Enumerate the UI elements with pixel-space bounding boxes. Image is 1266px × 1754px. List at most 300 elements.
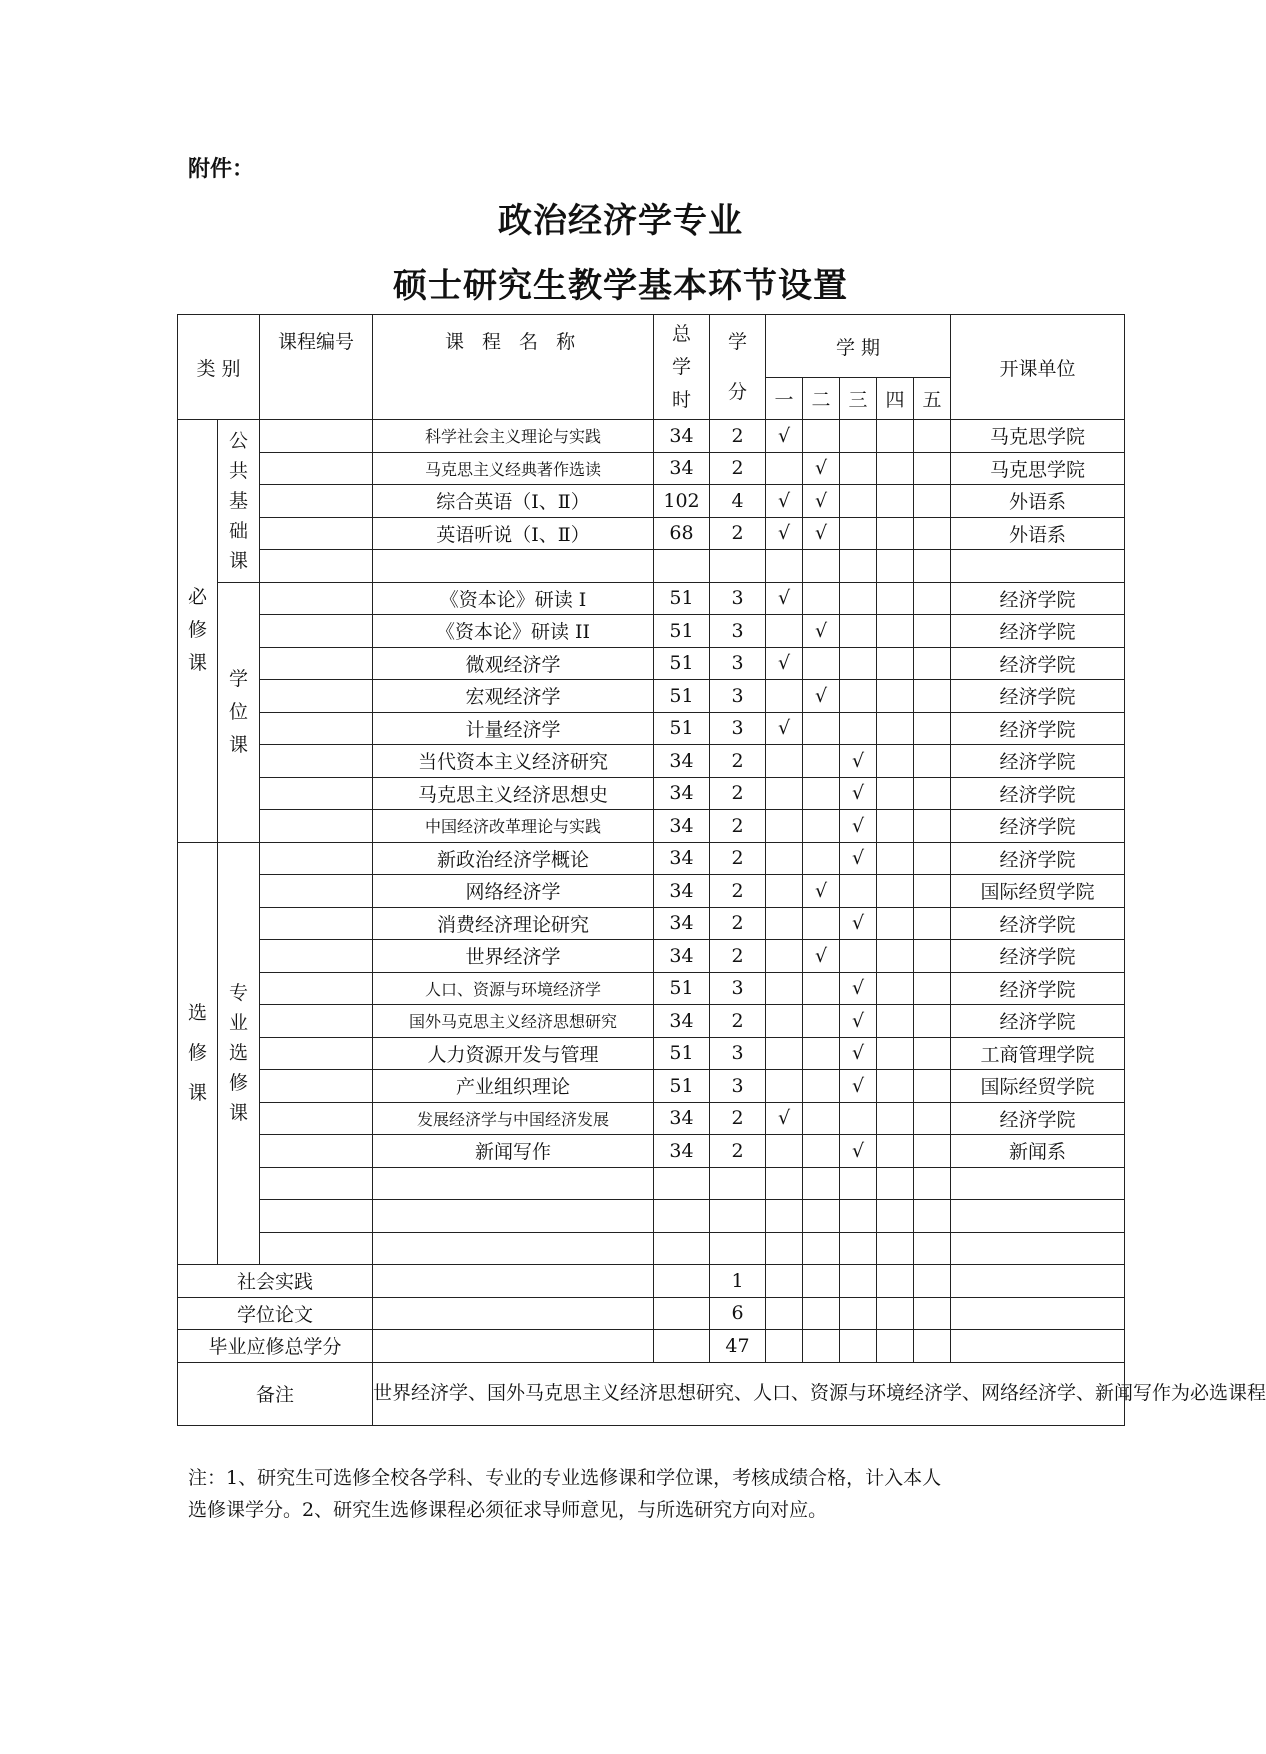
footnote-line-2: 选修课学分。2、研究生选修课程必须征求导师意见，与所选研究方向对应。 [188,1499,828,1521]
course-name-cell: 新政治经济学概论 [373,842,654,875]
semester-1-cell [766,615,803,648]
course-name-cell: 宏观经济学 [373,680,654,713]
check-mark: √ [777,424,791,447]
semester-4-cell [877,452,914,485]
course-code-cell [260,1232,373,1265]
document-title: 政治经济学专业 [498,201,743,241]
total-hours-cell [654,1200,710,1233]
semester-4-cell [877,680,914,713]
credits-cell: 3 [710,647,766,680]
semester-4-cell [877,1232,914,1265]
course-name-cell: 人口、资源与环境经济学 [373,972,654,1005]
credits-cell: 2 [710,420,766,453]
semester-5-cell [914,647,951,680]
semester-1-cell [766,1102,803,1135]
semester-1-cell [766,712,803,745]
check-mark: √ [851,977,865,1000]
semester-4-cell [877,550,914,583]
semester-2-cell [803,907,840,940]
check-mark: √ [814,684,828,707]
credits-cell: 6 [710,1297,766,1330]
semester-5-cell [914,842,951,875]
course-code-cell [260,712,373,745]
semester-3-cell [840,777,877,810]
public-basic-category-char: 课 [229,549,249,572]
course-name-cell [373,1297,654,1330]
course-row [178,875,1125,908]
semester-2-cell [803,485,840,518]
credits-cell: 3 [710,1070,766,1103]
course-name-cell [373,1265,654,1298]
department-cell: 外语系 [951,485,1125,518]
semester-2-cell [803,647,840,680]
semester-5-cell [914,420,951,453]
credits-cell: 2 [710,842,766,875]
department-cell: 经济学院 [951,712,1125,745]
course-code-cell [260,1070,373,1103]
semester-4-cell [877,647,914,680]
semester-5-cell [914,712,951,745]
semester-5-cell [914,1265,951,1298]
semester-1-cell [766,1232,803,1265]
semester-3-cell [840,745,877,778]
semester-3-cell [840,420,877,453]
total-hours-cell: 34 [654,777,710,810]
summary-label: 毕业应修总学分 [178,1330,373,1363]
semester-2-cell [803,615,840,648]
course-code-cell [260,647,373,680]
department-cell: 经济学院 [951,647,1125,680]
course-code-cell [260,972,373,1005]
total-hours-cell: 51 [654,972,710,1005]
semester-1-cell [766,485,803,518]
major-elective-category [218,842,260,1265]
semester-1-cell [766,842,803,875]
semester-3-cell [840,647,877,680]
required-category [178,420,218,843]
semester-5-cell [914,1005,951,1038]
course-code-cell [260,517,373,550]
semester-1-cell [766,1200,803,1233]
course-name-cell: 微观经济学 [373,647,654,680]
semester-2-cell [803,1232,840,1265]
check-mark: √ [851,1009,865,1032]
header-row [178,315,1125,378]
credits-cell: 2 [710,517,766,550]
course-code-cell [260,842,373,875]
semester-2-cell [803,1005,840,1038]
check-mark: √ [777,1107,791,1130]
course-row [178,615,1125,648]
check-mark: √ [851,847,865,870]
check-mark: √ [851,782,865,805]
credits-cell [710,1167,766,1200]
semester-2-cell [803,940,840,973]
check-mark: √ [851,912,865,935]
department-cell: 经济学院 [951,972,1125,1005]
public-basic-category-char: 公 [229,429,249,452]
remark-text: 世界经济学、国外马克思主义经济思想研究、人口、资源与环境经济学、网络经济学、新闻写作为必选课程 [373,1362,1125,1425]
department-cell: 国际经贸学院 [951,1070,1125,1103]
degree-category-char: 位 [229,700,249,723]
course-name-cell: 世界经济学 [373,940,654,973]
check-mark: √ [777,587,791,610]
semester-4-header: 四 [877,378,914,420]
course-code-cell [260,1005,373,1038]
credits-cell: 2 [710,907,766,940]
course-name-cell: 英语听说（Ⅰ、Ⅱ） [373,517,654,550]
elective-category-char: 课 [187,1082,207,1105]
course-code-cell [260,907,373,940]
semester-4-cell [877,420,914,453]
category-header: 类 别 [178,315,260,420]
course-code-cell [260,1135,373,1168]
credits-cell: 1 [710,1265,766,1298]
course-name-cell [373,550,654,583]
semester-1-cell [766,940,803,973]
semester-2-cell [803,1102,840,1135]
check-mark: √ [777,522,791,545]
degree-category-char: 学 [229,667,249,690]
department-cell [951,1330,1125,1363]
summary-label: 学位论文 [178,1297,373,1330]
semester-3-cell [840,1200,877,1233]
credits-cell: 47 [710,1330,766,1363]
summary-label: 社会实践 [178,1265,373,1298]
semester-4-cell [877,615,914,648]
semester-5-cell [914,517,951,550]
attachment-label: 附件： [188,156,255,182]
department-cell [951,1297,1125,1330]
semester-1-cell [766,1005,803,1038]
course-row [178,745,1125,778]
total-hours-cell: 34 [654,420,710,453]
semester-header: 学 期 [766,315,951,378]
credits-cell [710,550,766,583]
semester-3-cell [840,582,877,615]
course-name-cell: 计量经济学 [373,712,654,745]
semester-5-cell [914,1167,951,1200]
semester-1-cell [766,452,803,485]
semester-3-cell [840,615,877,648]
total-hours-cell [654,1297,710,1330]
semester-3-cell [840,810,877,843]
course-code-cell [260,745,373,778]
semester-1-cell [766,517,803,550]
course-row [178,680,1125,713]
semester-5-cell [914,972,951,1005]
semester-3-cell [840,452,877,485]
public-basic-category-char: 基 [229,489,249,512]
semester-5-cell [914,1070,951,1103]
credits-cell: 3 [710,582,766,615]
semester-1-cell [766,1167,803,1200]
department-cell: 经济学院 [951,680,1125,713]
course-name-cell: 科学社会主义理论与实践 [373,420,654,453]
semester-4-cell [877,1265,914,1298]
department-cell [951,1167,1125,1200]
semester-4-cell [877,1135,914,1168]
course-code-cell [260,582,373,615]
course-name-cell: 人力资源开发与管理 [373,1037,654,1070]
semester-4-cell [877,745,914,778]
course-row [178,485,1125,518]
department-cell [951,1232,1125,1265]
total-hours-cell: 51 [654,1070,710,1103]
major-elective-category-char: 专 [229,982,249,1005]
elective-category-char: 选 [187,1002,207,1025]
semester-5-cell [914,1037,951,1070]
course-row [178,1070,1125,1103]
major-elective-category-char: 选 [229,1042,249,1065]
footnote-line-1: 注：1、研究生可选修全校各学科、专业的专业选修课和学位课，考核成绩合格，计入本人 [188,1467,942,1489]
check-mark: √ [851,749,865,772]
semester-3-cell [840,485,877,518]
total-hours-cell: 34 [654,452,710,485]
semester-4-cell [877,842,914,875]
course-name-cell: 发展经济学与中国经济发展 [373,1102,654,1135]
semester-5-cell [914,875,951,908]
check-mark: √ [777,652,791,675]
course-row [178,517,1125,550]
course-name-cell: 消费经济理论研究 [373,907,654,940]
semester-4-cell [877,1102,914,1135]
semester-2-cell [803,875,840,908]
semester-4-cell [877,1330,914,1363]
department-header: 开课单位 [951,315,1125,420]
credits-cell: 2 [710,810,766,843]
semester-5-cell [914,1200,951,1233]
public-basic-category-char: 共 [229,459,249,482]
total-hours-cell: 51 [654,680,710,713]
course-row [178,777,1125,810]
course-row [178,1200,1125,1233]
total-hours-cell: 34 [654,745,710,778]
semester-3-cell [840,907,877,940]
check-mark: √ [814,489,828,512]
semester-4-cell [877,1070,914,1103]
semester-4-cell [877,875,914,908]
department-cell [951,1200,1125,1233]
course-row [178,420,1125,453]
department-cell: 马克思学院 [951,420,1125,453]
semester-5-cell [914,907,951,940]
credits-cell [710,1232,766,1265]
course-code-cell [260,485,373,518]
credits-cell: 2 [710,452,766,485]
summary-row [178,1265,1125,1298]
department-cell: 外语系 [951,517,1125,550]
course-row [178,647,1125,680]
total-hours-cell [654,1232,710,1265]
course-row [178,1005,1125,1038]
semester-1-cell [766,1265,803,1298]
department-cell: 经济学院 [951,1005,1125,1038]
check-mark: √ [814,619,828,642]
total-hours-cell: 51 [654,582,710,615]
semester-5-cell [914,1102,951,1135]
course-code-cell [260,1167,373,1200]
semester-2-cell [803,420,840,453]
semester-1-cell [766,810,803,843]
semester-5-cell [914,1232,951,1265]
semester-1-cell [766,1297,803,1330]
semester-5-cell [914,485,951,518]
semester-2-cell [803,1265,840,1298]
total-hours-cell [654,1330,710,1363]
total-hours-cell: 34 [654,907,710,940]
semester-1-cell [766,907,803,940]
semester-3-cell [840,1005,877,1038]
semester-2-cell [803,1200,840,1233]
semester-4-cell [877,1200,914,1233]
check-mark: √ [851,1074,865,1097]
check-mark: √ [814,522,828,545]
check-mark: √ [814,879,828,902]
course-code-cell [260,550,373,583]
check-mark: √ [777,489,791,512]
course-name-cell: 马克思主义经典著作选读 [373,452,654,485]
course-row [178,1135,1125,1168]
check-mark: √ [851,1042,865,1065]
curriculum-table [177,314,1266,1426]
department-cell: 经济学院 [951,582,1125,615]
semester-4-cell [877,940,914,973]
course-name-cell: 综合英语（Ⅰ、Ⅱ） [373,485,654,518]
required-category-char: 课 [187,652,207,675]
course-name-cell: 当代资本主义经济研究 [373,745,654,778]
department-cell: 工商管理学院 [951,1037,1125,1070]
credits-cell: 3 [710,712,766,745]
semester-3-cell [840,1330,877,1363]
semester-3-cell [840,875,877,908]
total-hours-cell: 51 [654,615,710,648]
degree-category-char: 课 [229,733,249,756]
course-row [178,1167,1125,1200]
elective-category-char: 修 [187,1042,207,1065]
document-subtitle: 硕士研究生教学基本环节设置 [393,266,848,306]
course-row [178,940,1125,973]
total-hours-cell [654,1265,710,1298]
department-cell: 经济学院 [951,615,1125,648]
total-hours-cell: 34 [654,842,710,875]
department-cell: 新闻系 [951,1135,1125,1168]
department-cell: 经济学院 [951,777,1125,810]
check-mark: √ [851,1139,865,1162]
semester-3-cell [840,680,877,713]
semester-4-cell [877,972,914,1005]
semester-5-cell [914,940,951,973]
course-name-cell: 新闻写作 [373,1135,654,1168]
semester-4-cell [877,1037,914,1070]
course-name-cell [373,1232,654,1265]
semester-5-header: 五 [914,378,951,420]
semester-4-cell [877,810,914,843]
public-basic-category [218,420,260,583]
semester-3-cell [840,1167,877,1200]
credits-cell: 2 [710,1102,766,1135]
course-code-cell [260,420,373,453]
course-name-cell: 马克思主义经济思想史 [373,777,654,810]
course-row [178,1232,1125,1265]
course-code-cell [260,615,373,648]
remark-row [178,1362,1125,1425]
semester-1-cell [766,647,803,680]
total-hours-cell [654,1167,710,1200]
total-hours-cell: 51 [654,647,710,680]
check-mark: √ [814,944,828,967]
semester-1-cell [766,745,803,778]
course-code-cell [260,1102,373,1135]
course-code-cell [260,680,373,713]
credits-cell: 2 [710,940,766,973]
total-hours-cell: 34 [654,875,710,908]
semester-3-cell [840,517,877,550]
course-code-cell [260,940,373,973]
total-hours-cell: 34 [654,1102,710,1135]
major-elective-category-char: 课 [229,1102,249,1125]
semester-5-cell [914,745,951,778]
course-name-cell [373,1167,654,1200]
semester-2-header: 二 [803,378,840,420]
total-hours-cell: 51 [654,712,710,745]
public-basic-category-char: 础 [229,519,249,542]
required-category-char: 修 [187,619,207,642]
semester-5-cell [914,777,951,810]
course-row [178,1037,1125,1070]
credits-cell: 3 [710,972,766,1005]
semester-3-cell [840,712,877,745]
semester-1-cell [766,1070,803,1103]
semester-3-header: 三 [840,378,877,420]
course-row [178,1102,1125,1135]
department-cell: 经济学院 [951,1102,1125,1135]
semester-2-cell [803,452,840,485]
semester-2-cell [803,1297,840,1330]
semester-2-cell [803,1070,840,1103]
semester-1-cell [766,1037,803,1070]
department-cell: 国际经贸学院 [951,875,1125,908]
semester-2-cell [803,1167,840,1200]
total-hours-cell: 34 [654,810,710,843]
semester-2-cell [803,550,840,583]
summary-row [178,1297,1125,1330]
course-row [178,550,1125,583]
credits-cell [710,1200,766,1233]
required-category-char: 必 [187,586,207,609]
course-name-cell [373,1200,654,1233]
semester-5-cell [914,1330,951,1363]
semester-1-cell [766,582,803,615]
semester-2-cell [803,582,840,615]
major-elective-category-char: 修 [229,1072,249,1095]
semester-4-cell [877,517,914,550]
semester-4-cell [877,712,914,745]
semester-5-cell [914,1297,951,1330]
semester-1-cell [766,1135,803,1168]
department-cell: 马克思学院 [951,452,1125,485]
credits-cell: 3 [710,680,766,713]
credits-cell: 3 [710,1037,766,1070]
course-code-cell [260,1037,373,1070]
semester-4-cell [877,1297,914,1330]
course-code-cell [260,777,373,810]
department-cell: 经济学院 [951,842,1125,875]
semester-1-cell [766,680,803,713]
semester-3-cell [840,842,877,875]
semester-1-cell [766,550,803,583]
course-name-cell: 《资本论》研读 II [373,615,654,648]
